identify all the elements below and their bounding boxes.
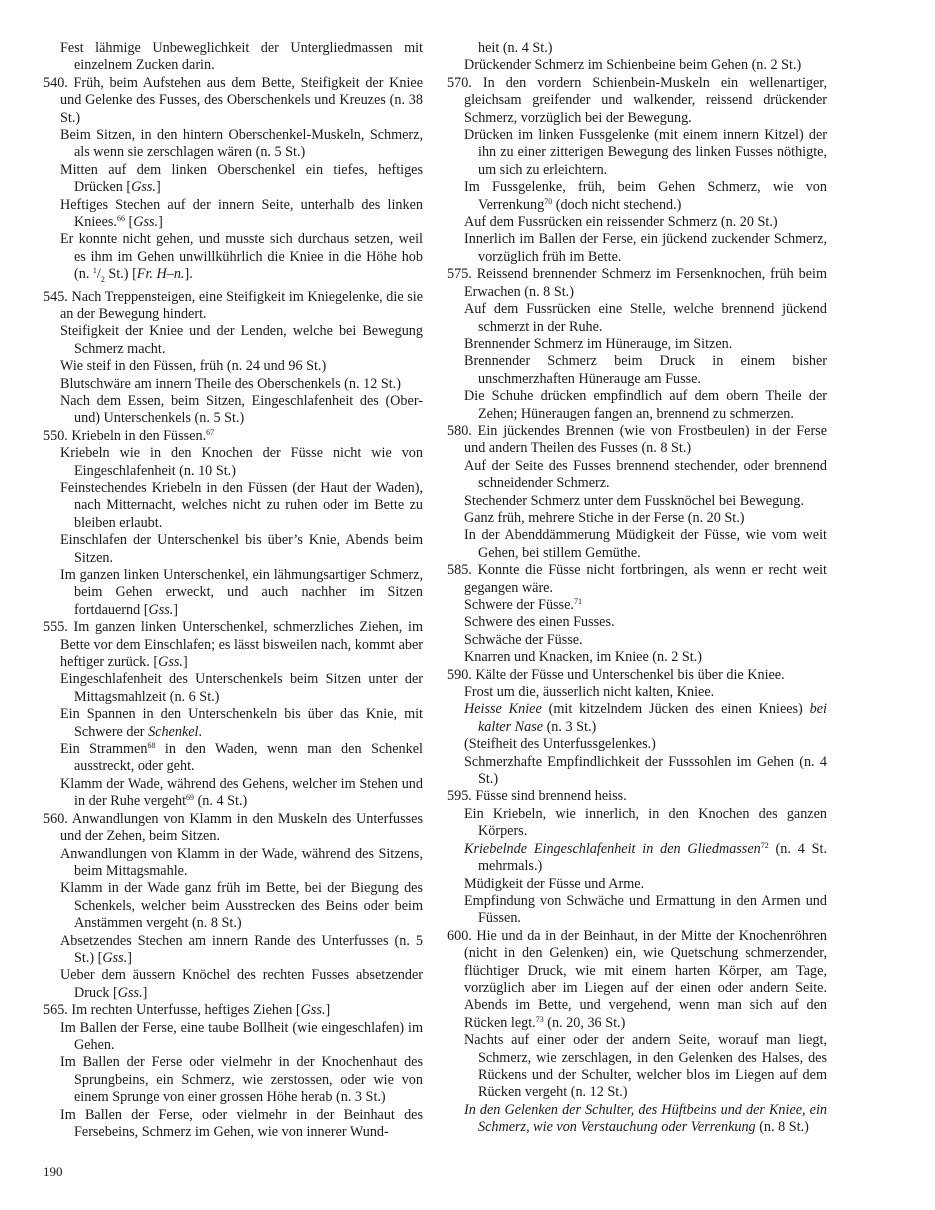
symptom-entry: Steifigkeit der Kniee und der Lenden, welche bei Bewegung Schmerz macht. [60, 323, 423, 357]
symptom-entry: Ein Spannen in den Unterschenkeln bis über das Knie, mit Schwere der Schenkel. [60, 706, 423, 740]
numbered-entry: 560. Anwandlungen von Klamm in den Muskeln des Unterfusses und der Zehen, beim Sitzen. [43, 810, 423, 845]
symptom-entry: In den Gelenken der Schulter, des Hüftbeins und der Kniee, ein Schmerz, wie von Verstauchung oder Verrenkung (n. 8 St.) [464, 1101, 827, 1136]
symptom-entry: Blutschwäre am innern Theile des Oberschenkels (n. 12 St.) [60, 375, 401, 392]
symptom-entry: Schwere der Füsse.$^{71}$ [464, 597, 582, 613]
numbered-entry: 580. Ein jückendes Brennen (wie von Frostbeulen) in der Ferse und andern Theilen des Fusses (n. 8 St.) [447, 422, 827, 457]
symptom-entry: Fest lähmige Unbeweglichkeit der Untergliedmassen mit einzelnem Zucken darin. [60, 40, 423, 74]
symptom-entry: (Steifheit des Unterfussgelenkes.) [464, 736, 656, 753]
numbered-entry: 555. Im ganzen linken Unterschenkel, schmerzliches Ziehen, im Bette vor dem Einschlafen; es lässt bisweilen nach, kommt aber heftiger zurück. [Gss.] [43, 619, 423, 671]
symptom-entry: Mitten auf dem linken Oberschenkel ein tiefes, heftiges Drücken [Gss.] [60, 161, 423, 196]
symptom-entry: Absetzendes Stechen am innern Rande des Unterfusses (n. 5 St.) [Gss.] [60, 932, 423, 966]
numbered-entry: 570. In den vordern Schienbein-Muskeln ein wellenartiger, gleichsam greifender und walkender, reissend drückender Schmerz, vorzüglich bei der Bewegung. [447, 74, 827, 126]
symptom-entry: Feinstechendes Kriebeln in den Füssen (der Haut der Waden), nach Mitternacht, welches nicht zu ruhen oder im Bette zu bleiben erlaubt. [60, 479, 423, 531]
symptom-entry: Kriebelnde Eingeschlafenheit in den Gliedmassen$^{72}$ (n. 4 St. mehrmals.) [464, 840, 827, 875]
symptom-entry: Im Ballen der Ferse, oder vielmehr in der Beinhaut des Fersebeins, Schmerz im Gehen, wie von innerer Wund- [60, 1106, 423, 1141]
symptom-entry: Die Schuhe drücken empfindlich auf dem obern Theile der Zehen; Hüneraugen fangen an, brennend zu schmerzen. [464, 388, 827, 422]
symptom-entry: Ueber dem äussern Knöchel des rechten Fusses absetzender Druck [Gss.] [60, 967, 423, 1001]
symptom-entry: Auf der Seite des Fusses brennend stechender, oder brennend schneidender Schmerz. [464, 457, 827, 492]
numbered-entry: 575. Reissend brennender Schmerz im Fersenknochen, früh beim Erwachen (n. 8 St.) [447, 266, 827, 300]
symptom-entry: Drücken im linken Fussgelenke (mit einem innern Kitzel) der ihn zu einer zitterigen Bewegung des linken Fusses nöthigte, um sich zu erleichtern. [464, 127, 827, 178]
symptom-entry: Nachts auf einer oder der andern Seite, worauf man liegt, Schmerz, wie zerschlagen, in den Gelenken des Halses, des Rückens und der Schulter, welcher blos im Liegen auf dem Rücken vergeht (n. 12 St.) [464, 1032, 827, 1101]
symptom-entry: Auf dem Fussrücken ein reissender Schmerz (n. 20 St.) [464, 214, 778, 231]
numbered-entry: 550. Kriebeln in den Füssen.$^{67}$ [43, 427, 215, 444]
page-number: 190 [43, 1164, 63, 1179]
numbered-entry: 585. Konnte die Füsse nicht fortbringen, als wenn er recht weit gegangen wäre. [447, 562, 827, 596]
numbered-entry: 540. Früh, beim Aufstehen aus dem Bette, Steifigkeit der Kniee und Gelenke des Fusses, des Oberschenkels und Kreuzes (n. 38 St.) [43, 74, 423, 126]
left-column [43, 40, 423, 1141]
symptom-entry: Im Ballen der Ferse, eine taube Bollheit (wie eingeschlafen) im Gehen. [60, 1019, 423, 1053]
symptom-entry: Beim Sitzen, in den hintern Oberschenkel-Muskeln, Schmerz, als wenn sie zerschlagen wären (n. 5 St.) [60, 127, 423, 161]
symptom-entry: Kriebeln wie in den Knochen der Füsse nicht wie von Eingeschlafenheit (n. 10 St.) [60, 445, 423, 479]
numbered-entry: 590. Kälte der Füsse und Unterschenkel bis über die Kniee. [447, 666, 785, 683]
symptom-entry: Wie steif in den Füssen, früh (n. 24 und 96 St.) [60, 358, 327, 375]
symptom-entry: Im Fussgelenke, früh, beim Gehen Schmerz, wie von Verrenkung$^{70}$ (doch nicht stechend.) [464, 179, 827, 213]
symptom-entry: Er konnte nicht gehen, und musste sich durchaus setzen, weil es ihm im Gehen unwillkührlich die Kniee in die Höhe hob (n. $^1/_2$ St.) [Fr. H–n.]. [60, 231, 423, 285]
symptom-entry: Brennender Schmerz im Hünerauge, im Sitzen. [464, 335, 733, 352]
numbered-entry: 565. Im rechten Unterfusse, heftiges Ziehen [Gss.] [43, 1002, 331, 1019]
symptom-entry: In der Abenddämmerung Müdigkeit der Füsse, wie vom weit Gehen, bei stillem Gemüthe. [464, 527, 827, 561]
symptom-entry: Schwere des einen Fusses. [464, 614, 615, 631]
numbered-entry: 600. Hie und da in der Beinhaut, in der Mitte der Knochenröhren (nicht in den Gelenken) ein, wie Quetschung schmerzender, flüchtiger Druck, wie mit einem harten Körper, am Tage, vorzüglich aber im Liegen auf der einen oder andern Seite. Abends im Bette, und vergehend, wenn man sich auf den Rücken legt.$^{73}$ (n. 20, 36 St.) [447, 927, 827, 1031]
symptom-entry: Brennender Schmerz beim Druck in einem bisher unschmerzhaften Hünerauge am Fusse. [464, 353, 827, 387]
symptom-entry: Knarren und Knacken, im Kniee (n. 2 St.) [464, 649, 702, 666]
symptom-entry: Schmerzhafte Empfindlichkeit der Fusssohlen im Gehen (n. 4 St.) [464, 753, 827, 788]
symptom-entry: Stechender Schmerz unter dem Fussknöchel bei Bewegung. [464, 492, 805, 509]
symptom-entry: Anwandlungen von Klamm in der Wade, während des Sitzens, beim Mittagsmahle. [60, 845, 423, 879]
symptom-entry: Drückender Schmerz im Schienbeine beim Gehen (n. 2 St.) [464, 57, 802, 74]
symptom-entry: Im Ballen der Ferse oder vielmehr in der Knochenhaut des Sprungbeins, ein Schmerz, wie zerstossen, oder wie von einem Sprunge von einer grossen Höhe herab (n. 3 St.) [60, 1054, 423, 1106]
symptom-entry: Ein Kriebeln, wie innerlich, in den Knochen des ganzen Körpers. [464, 805, 827, 840]
symptom-entry: heit (n. 4 St.) [478, 40, 553, 56]
symptom-entry: Heftiges Stechen auf der innern Seite, unterhalb des linken Kniees.$^{66}$ [Gss.] [60, 196, 423, 231]
symptom-entry: Ganz früh, mehrere Stiche in der Ferse (n. 20 St.) [464, 509, 745, 526]
symptom-entry: Eingeschlafenheit des Unterschenkels beim Sitzen unter der Mittagsmahlzeit (n. 6 St.) [60, 671, 423, 705]
symptom-entry: Empfindung von Schwäche und Ermattung in den Armen und Füssen. [464, 892, 827, 927]
symptom-entry: Einschlafen der Unterschenkel bis über’s Knie, Abends beim Sitzen. [60, 532, 423, 566]
symptom-entry: Schwäche der Füsse. [464, 631, 583, 648]
symptom-entry: Heisse Kniee (mit kitzelndem Jücken des einen Kniees) bei kalter Nase (n. 3 St.) [464, 701, 827, 735]
symptom-entry: Klamm in der Wade ganz früh im Bette, bei der Biegung des Schenkels, welcher beim Ausstrecken des Beins oder beim Anstämmen vergeht (n. 8 St.) [60, 880, 423, 932]
symptom-entry: Klamm der Wade, während des Gehens, welcher im Stehen und in der Ruhe vergeht$^{69}$ (n. 4 St.) [60, 775, 423, 810]
numbered-entry: 595. Füsse sind brennend heiss. [447, 788, 627, 805]
symptom-entry: Nach dem Essen, beim Sitzen, Eingeschlafenheit des (Ober- und) Unterschenkels (n. 5 St.) [60, 392, 423, 427]
symptom-entry: Müdigkeit der Füsse und Arme. [464, 875, 645, 892]
symptom-entry: Innerlich im Ballen der Ferse, ein jückend zuckender Schmerz, vorzüglich früh im Bette. [464, 231, 827, 265]
symptom-entry: Ein Strammen$^{68}$ in den Waden, wenn man den Schenkel ausstreckt, oder geht. [60, 741, 423, 775]
right-column [447, 40, 827, 1137]
symptom-entry: Auf dem Fussrücken eine Stelle, welche brennend jückend schmerzt in der Ruhe. [464, 301, 827, 335]
symptom-entry: Im ganzen linken Unterschenkel, ein lähmungsartiger Schmerz, beim Gehen erweckt, und auch nachher im Sitzen fortdauernd [Gss.] [60, 567, 423, 618]
symptom-entry: Frost um die, äusserlich nicht kalten, Kniee. [464, 684, 715, 701]
numbered-entry: 545. Nach Treppensteigen, eine Steifigkeit im Kniegelenke, die sie an der Bewegung hindert. [43, 288, 423, 322]
